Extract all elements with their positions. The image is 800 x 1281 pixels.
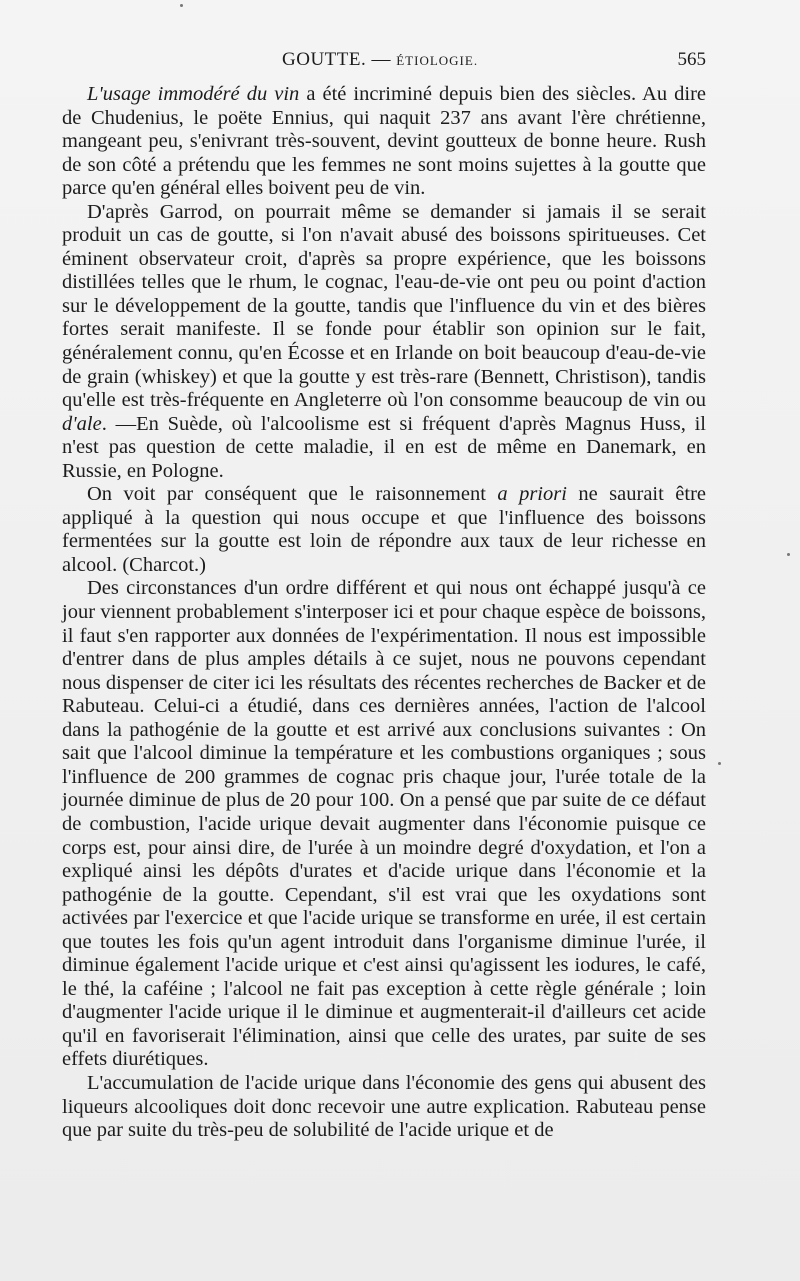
paragraph-2 <box>62 201 706 484</box>
paragraph-4 <box>62 577 706 1071</box>
section-title: ÉTIOLOGIE. <box>396 53 479 68</box>
paragraph-1 <box>62 83 706 201</box>
text-segment: . —En Suède, où l'alcoolisme est si fréquent d'après Magnus Huss, il n'est pas question de cette maladie, il en est de même en Danemark, en Russie, en Pologne. <box>62 412 706 482</box>
running-title <box>282 49 478 72</box>
paper-speck <box>180 4 183 7</box>
paper-speck <box>787 553 790 556</box>
paragraph-5 <box>62 1072 706 1143</box>
text-segment: L'accumulation de l'acide urique dans l'économie des gens qui abusent des liqueurs alcooliques doit donc recevoir une autre explication. Rabuteau pense que par suite du très-peu de solubilité de l'acide urique et de <box>62 1071 706 1142</box>
paper-speck <box>718 762 721 765</box>
text-segment: Des circonstances d'un ordre différent et qui nous ont échappé jusqu'à ce jour viennent probablement s'interposer ici et pour chaque espèce de boissons, il faut s'en rapporter aux données de l'expérimentation. Il nous est impossible d'entrer dans de plus amples détails à ce sujet, nous ne pouvons cependant nous dispenser de citer ici les résultats des récentes recherches de Backer et de Rabuteau. Celui-ci a étudié, dans ces dernières années, l'action de l'alcool dans la pathogénie de la goutte et est arrivé aux conclusions suivantes : On sait que l'alcool diminue la température et les combustions organiques ; sous l'influence de 200 grammes de cognac pris chaque jour, l'urée totale de la journée diminue de plus de 20 pour 100. On a pensé que par suite de ce défaut de combustion, l'acide urique devait augmenter dans l'économie puisque ce corps est, pour ainsi dire, de l'urée à un moindre degré d'oxydation, et l'on a expliqué ainsi les dépôts d'urates et d'acide urique dans l'économie et la pathogénie de la goutte. Cependant, s'il est vrai que les oxydations sont activées par l'exercice et que l'acide urique se transforme en urée, il est certain que toutes les fois qu'un agent introduit dans l'organisme diminue l'urée, il diminue également l'acide urique et c'est ainsi qu'agissent les iodures, le café, le thé, la caféine ; l'alcool ne fait pas exception à cette règle générale ; loin d'augmenter l'acide urique il le diminue et augmenterait-il d'ailleurs cet acide qu'il en favoriserait l'élimination, ainsi que celle des urates, par suite de ses effets diurétiques. <box>62 577 706 1071</box>
paragraph-3 <box>62 483 706 577</box>
italic-text: a priori <box>497 483 567 506</box>
running-header <box>62 49 706 71</box>
italic-text: L'usage immodéré du vin <box>87 83 300 105</box>
text-segment: a été incriminé depuis bien des siècles. Au dire de Chudenius, le poëte Ennius, qui naquit 237 ans avant l'ère chrétienne, mangeant peu, s'enivrant très-souvent, devint goutteux de bonne heure. Rush de son côté a prétendu que les femmes ne sont moins sujettes à la goutte que parce qu'en général elles boivent peu de vin. <box>62 83 706 200</box>
text-segment: D'après Garrod, on pourrait même se demander si jamais il se serait produit un cas de goutte, si l'on n'avait abusé des boissons spiritueuses. Cet éminent observateur croit, d'après sa propre expérience, que les boissons distillées telles que le rhum, le cognac, l'eau-de-vie ont peu ou point d'action sur le développement de la goutte, tandis que l'influence du vin et des bières fortes serait manifeste. Il se fonde pour établir son opinion sur le fait, généralement connu, qu'en Écosse et en Irlande on boit beaucoup d'eau-de-vie de grain (whiskey) et que la goutte y est très-rare (Bennett, Christison), tandis qu'elle est très-fréquente en Angleterre où l'on consomme beaucoup de vin ou <box>62 200 706 412</box>
chapter-title: GOUTTE. <box>282 49 367 70</box>
text-segment: On voit par conséquent que le raisonnement <box>87 483 498 506</box>
page-number: 565 <box>677 49 706 70</box>
italic-text: d'ale <box>62 412 102 435</box>
body-text <box>62 83 706 1143</box>
title-dash: — <box>371 49 391 70</box>
text-segment: ne saurait être appliqué à la question qui nous occupe et que l'influence des boissons fermentées sur la goutte est loin de répondre aux taux de leur richesse en alcool. (Charcot.) <box>62 483 706 576</box>
